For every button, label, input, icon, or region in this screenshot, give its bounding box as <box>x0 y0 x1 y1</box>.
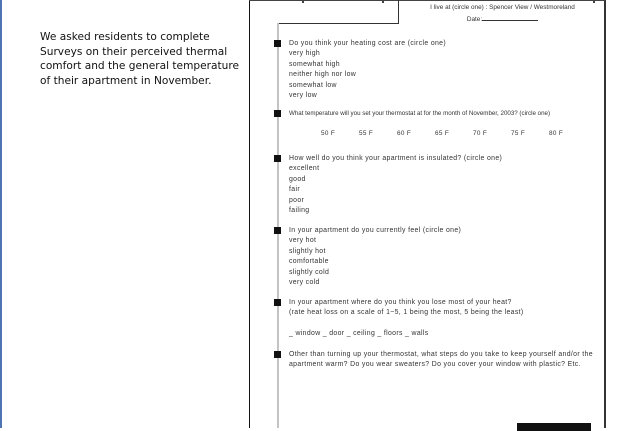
option[interactable]: 80 F <box>549 130 564 138</box>
question-thermostat-temperature <box>289 109 587 140</box>
document-right-border <box>604 0 606 428</box>
top-tick <box>302 0 304 3</box>
option[interactable]: slightly cold <box>289 268 330 276</box>
bullet-square-icon <box>274 40 281 47</box>
temperature-options <box>289 129 587 139</box>
question-prompt: In your apartment where do you think you lose most of your heat? <box>289 299 512 306</box>
date-field <box>400 13 605 25</box>
option[interactable]: failing <box>289 207 310 215</box>
option[interactable]: excellent <box>289 165 320 173</box>
question-spine-line <box>277 23 279 428</box>
left-accent-strip <box>0 0 2 428</box>
bullet-square-icon <box>274 110 281 117</box>
footer-black-label <box>517 423 591 431</box>
bullet-square-icon <box>274 299 281 306</box>
question-prompt: Do you think your heating cost are (circle one) <box>289 40 447 47</box>
option[interactable]: poor <box>289 196 305 204</box>
option[interactable]: 50 F <box>321 130 336 138</box>
question-heating-cost <box>289 39 446 101</box>
bullet-square-icon <box>274 155 281 162</box>
question-insulation <box>289 154 502 216</box>
option[interactable]: 60 F <box>397 130 412 138</box>
residence-line: I live at (circle one) : Spencer View / Westmoreland <box>430 4 575 11</box>
survey-header-info <box>400 3 605 25</box>
question-current-feeling <box>289 226 461 288</box>
option[interactable]: very cold <box>289 279 320 287</box>
option[interactable]: somewhat high <box>289 60 340 68</box>
option[interactable]: very low <box>289 92 318 100</box>
document-left-border <box>249 0 250 428</box>
header-divider-horizontal <box>278 23 399 24</box>
option[interactable]: somewhat low <box>289 81 337 89</box>
question-prompt: What temperature will you set your thermostat at for the month of November, 2003? (circle one) <box>289 110 551 117</box>
option[interactable]: very high <box>289 50 321 58</box>
top-tick <box>382 0 384 3</box>
option[interactable]: slightly hot <box>289 247 326 255</box>
option[interactable]: good <box>289 175 306 183</box>
question-prompt: Other than turning up your thermostat, what steps do you take to keep yourself and/or the apartment warm? Do you wear sweaters? Do you cover your window with plastic? Etc. <box>289 351 593 369</box>
header-divider-vertical <box>398 0 399 24</box>
option[interactable]: 65 F <box>435 130 450 138</box>
date-label: Date: <box>466 16 483 23</box>
option[interactable]: 70 F <box>473 130 488 138</box>
option[interactable]: fair <box>289 186 300 194</box>
intro-text: We asked residents to complete Surveys on their perceived thermal comfort and the general temperature of their apartment in November. <box>40 31 239 87</box>
heat-loss-options[interactable]: _ window _ door _ ceiling _ floors _ walls <box>289 329 429 337</box>
question-prompt: How well do you think your apartment is insulated? (circle one) <box>289 155 503 162</box>
question-heat-loss <box>289 298 524 339</box>
option[interactable]: very hot <box>289 237 317 245</box>
question-prompt: In your apartment do you currently feel (circle one) <box>289 227 462 234</box>
question-subprompt: (rate heat loss on a scale of 1~5, 1 being the most, 5 being the least) <box>289 309 524 317</box>
option[interactable]: 75 F <box>511 130 526 138</box>
option[interactable]: neither high nor low <box>289 71 357 79</box>
bullet-square-icon <box>274 351 281 358</box>
bullet-square-icon <box>274 227 281 234</box>
question-keep-warm <box>289 350 594 371</box>
option[interactable]: comfortable <box>289 258 329 266</box>
date-blank-line <box>482 13 538 21</box>
option[interactable]: 55 F <box>359 130 374 138</box>
